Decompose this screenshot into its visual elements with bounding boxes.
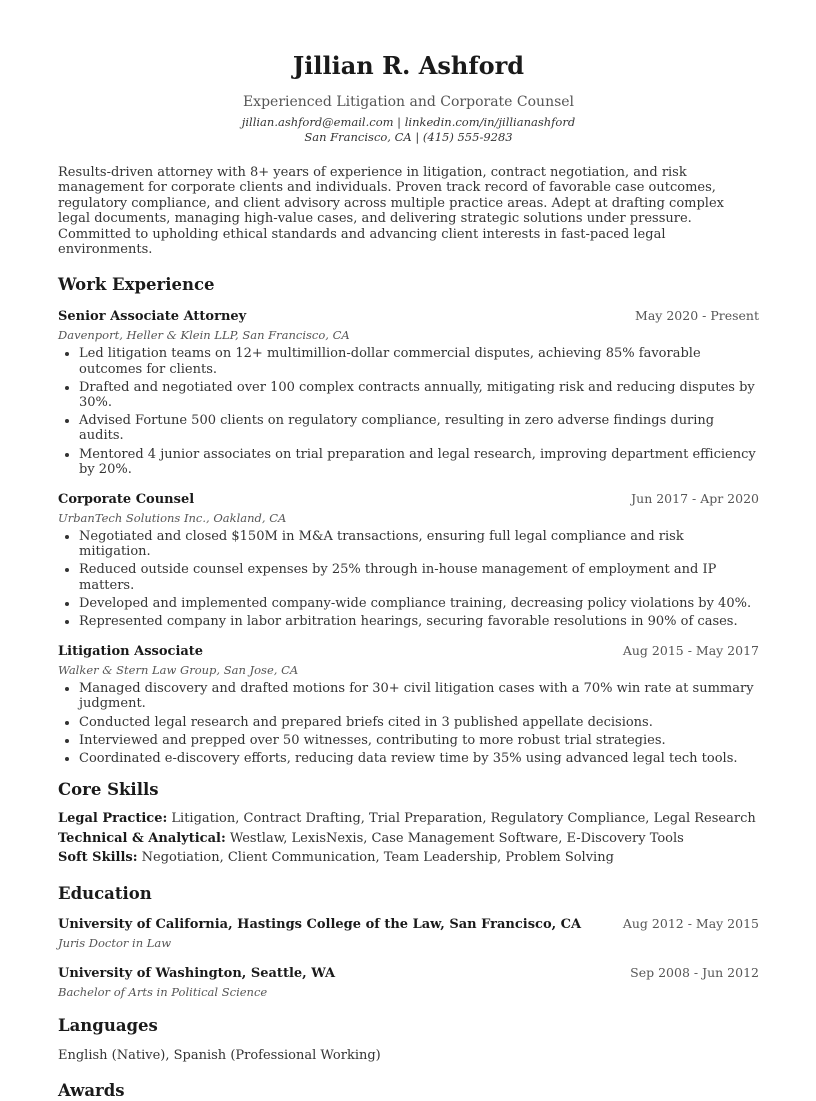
- job-bullets: [58, 346, 759, 477]
- school-name: University of Washington, Seattle, WA: [58, 965, 336, 981]
- education-dates: Sep 2008 - Jun 2012: [630, 964, 759, 980]
- section-title-core-skills: Core Skills: [58, 780, 159, 800]
- job-title: Senior Associate Attorney: [58, 309, 247, 325]
- skill-value: Negotiation, Client Communication, Team Leadership, Problem Solving: [141, 850, 614, 866]
- job-dates: Aug 2015 - May 2017: [622, 643, 759, 659]
- job-bullets: [58, 529, 759, 629]
- job-bullet: • Drafted and negotiated over 100 complex contracts annually, mitigating risk and reducing disputes by 30%.: [79, 380, 759, 410]
- degree: Bachelor of Arts in Political Science: [58, 984, 268, 999]
- job-bullet: • Developed and implemented company-wide compliance training, decreasing policy violations by 40%.: [79, 596, 759, 611]
- job-bullet: • Conducted legal research and prepared briefs cited in 3 published appellate decisions.: [79, 715, 759, 730]
- job-bullet: • Led litigation teams on 12+ multimillion-dollar commercial disputes, achieving 85% favorable outcomes for clients.: [79, 346, 759, 376]
- resume-page: [58, 52, 759, 1101]
- job-bullet: • Interviewed and prepped over 50 witnesses, contributing to more robust trial strategies.: [79, 733, 759, 748]
- job-entry: [58, 308, 759, 477]
- headline: Experienced Litigation and Corporate Counsel: [242, 94, 575, 110]
- job-title: Corporate Counsel: [58, 492, 195, 508]
- skill-label: Soft Skills:: [58, 850, 138, 866]
- contact-line-email-linkedin: jillian.ashford@email.com | linkedin.com/in/jillianashford: [241, 115, 576, 129]
- job-organization: Walker & Stern Law Group, San Jose, CA: [58, 663, 299, 678]
- job-bullet: • Managed discovery and drafted motions for 30+ civil litigation cases with a 70% win rate at summary judgment.: [79, 681, 759, 711]
- job-bullet: • Represented company in labor arbitration hearings, securing favorable resolutions in 90% of cases.: [79, 614, 759, 629]
- section-title-languages: Languages: [58, 1015, 158, 1035]
- skill-line: [58, 809, 759, 829]
- job-bullet: • Negotiated and closed $150M in M&A transactions, ensuring full legal compliance and risk mitigation.: [79, 529, 759, 559]
- skill-label: Technical & Analytical:: [58, 830, 226, 846]
- candidate-name: Jillian R. Ashford: [292, 51, 525, 80]
- job-bullet: • Reduced outside counsel expenses by 25% through in-house management of employment and IP matters.: [79, 562, 759, 592]
- section-title-awards: Awards: [58, 1080, 125, 1100]
- skill-label: Legal Practice:: [58, 811, 168, 827]
- skill-line: [58, 829, 759, 849]
- job-bullet: • Coordinated e-discovery efforts, reducing data review time by 35% using advanced legal tech tools.: [79, 751, 759, 766]
- skill-line: [58, 848, 759, 868]
- job-dates: Jun 2017 - Apr 2020: [631, 491, 759, 507]
- job-bullet: • Mentored 4 junior associates on trial preparation and legal research, improving department efficiency by 20%.: [79, 447, 759, 477]
- school-name: University of California, Hastings College of the Law, San Francisco, CA: [58, 916, 582, 932]
- skills-list: [58, 809, 759, 868]
- job-bullet: • Advised Fortune 500 clients on regulatory compliance, resulting in zero adverse findings during audits.: [79, 413, 759, 443]
- job-dates: May 2020 - Present: [635, 308, 759, 324]
- education-dates: Aug 2012 - May 2015: [622, 915, 759, 931]
- job-organization: UrbanTech Solutions Inc., Oakland, CA: [58, 511, 287, 526]
- job-title: Litigation Associate: [58, 644, 204, 660]
- professional-summary: Results-driven attorney with 8+ years of experience in litigation, contract negotiation, and risk management for corporate clients and individuals. Proven track record of favorable case outcomes, regulatory compliance, and client advisory across multiple practice areas. Adept at drafting complex legal documents, managing high-value cases, and delivering strategic solutions under pressure. Committed to upholding ethical standards and advancing client interests in fast-paced legal environments.: [58, 165, 724, 258]
- languages-text: English (Native), Spanish (Professional Working): [58, 1047, 381, 1063]
- skill-value: Litigation, Contract Drafting, Trial Preparation, Regulatory Compliance, Legal Research: [171, 811, 756, 827]
- education-entry: [58, 965, 759, 1000]
- skill-value: Westlaw, LexisNexis, Case Management Software, E-Discovery Tools: [229, 830, 684, 846]
- education-entry: [58, 916, 759, 951]
- job-entry: [58, 643, 759, 766]
- job-bullets: [58, 681, 759, 766]
- degree: Juris Doctor in Law: [58, 935, 172, 950]
- contact-line-location-phone: San Francisco, CA | (415) 555-9283: [304, 130, 513, 144]
- section-title-education: Education: [58, 883, 152, 903]
- job-entry: [58, 491, 759, 629]
- section-title-work-experience: Work Experience: [58, 275, 215, 295]
- job-organization: Davenport, Heller & Klein LLP, San Francisco, CA: [58, 328, 350, 343]
